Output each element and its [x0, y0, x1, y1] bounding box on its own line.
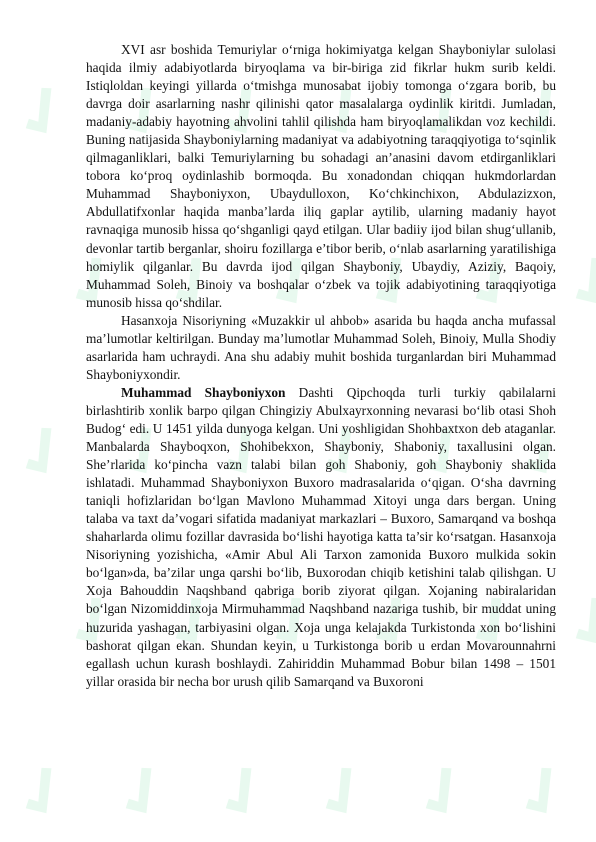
- checkmark-watermark-icon: [412, 763, 471, 821]
- paragraph-3-bold-lead: Muhammad Shayboniyxon: [121, 384, 286, 400]
- checkmark-watermark-icon: [112, 763, 171, 821]
- checkmark-watermark-icon: [562, 593, 596, 651]
- paragraph-2: [86, 312, 556, 384]
- checkmark-watermark-icon: [12, 423, 71, 481]
- checkmark-watermark-icon: [512, 763, 571, 821]
- checkmark-watermark-icon: [12, 763, 71, 821]
- paragraph-1-text: XVI asr boshida Temuriylar o‘rniga hokimiyatga kelgan Shayboniylar sulolasi haqida ilmiy adabiyotlarda biryoqlama va bir-biriga zid fikrlar hukm surib keldi. Istiqloldan keyingi yillarda o‘tmishga munosabat ijobiy tomonga o‘zgara borib, bu davrga doir asarlarning nashr qilinishi qator masalalarga oydinlik kiritdi. Jumladan, madaniy-adabiy hayotning ahvolini tahlil qilishda ham biryoqlamalikdan voz kechildi. Buning natijasida Shayboniylarning madaniyat va adabiyotning taraqqiyotiga to‘sqinlik qilmaganliklari, balki Temuriylarning bu sohadagi an’anasini davom etdirganliklari tobora ko‘proq oydinlashib bormoqda. Bu xonadondan chiqqan hukmdorlardan Muhammad Shayboniyxon, Ubaydulloxon, Ko‘chkinchixon, Abdulazizxon, Abdullatifxonlar haqida manba’larda iliq gaplar aytilib, ularning madaniy hayot ravnaqiga munosib hissa qo‘shganligi qayd etilgan. Ular badiiy ijod bilan shug‘ullanib, devonlar tartib berganlar, shoiru fozillarga e’tibor berib, o‘nlab asarlarning yaratilishiga homiylik qilganlar. Bu davrda ijod qilgan Shayboniy, Ubaydiy, Aziziy, Baqoiy, Muhammad Soleh, Binoiy va boshqalar o‘zbek va tojik adabiyotining taraqqiyotiga munosib hissa qo‘shdilar.: [86, 42, 556, 310]
- paragraph-3: [86, 384, 556, 691]
- document-body: [86, 41, 556, 691]
- checkmark-watermark-icon: [312, 763, 371, 821]
- paragraph-3-text: Dashti Qipchoqda turli turkiy qabilalarni birlashtirib xonlik barpo qilgan Chingiziy Abulxayrxonning nevarasi bo‘lib otasi Shoh Budog‘ edi. U 1451 yilda dunyoga kelgan. Uni yoshligidan Shohbaxtxon deb ataganlar. Manbalarda Shayboqxon, Shohibekxon, Shayboniy, Shaboniy, taxallusini olgan. She’rlarida ko‘pincha vazn talabi bilan goh Shaboniy, goh Shayboniy shaklida ishlatadi. Muhammad Shayboniyxon Buxoro madrasalarida o‘qigan. O‘sha davrning taniqli hofizlaridan bo‘lgan Mavlono Muhammad Xitoyi unga dars bergan. Uning talaba va taxt da’vogari sifatida madaniyat markazlari – Buxoro, Samarqand va boshqa shaharlarda olimu fozillar davrasida bo‘lishi hayotiga katta ta’sir ko‘rsatgan. Hasanxoja Nisoriyning yozishicha, «Amir Abul Ali Tarxon zamonida Buxoro mulkida sokin bo‘lgan»da, ba’zilar unga qarshi bo‘lib, Buxorodan chiqib ketishini talab qilishgan. U Xoja Bahouddin Naqshband qabriga borib ziyorat qilgan. Xojaning nabiralaridan bo‘lgan Nizomiddinxoja Mirmuhammad Naqshband nazariga tushib, bir muddat uning huzurida yashagan, tarbiyasini olgan. Xoja unga kelajakda Turkistonda xon bo‘lishini bashorat qilgan ekan. Shundan keyin, u Turkistonga borib u erdan Movarounnahrni egallash uchun kurash boshlaydi. Zahiriddin Muhammad Bobur bilan 1498 – 1501 yillar orasida bir necha bor urush qilib Samarqand va Buxoroni: [86, 384, 557, 689]
- checkmark-watermark-icon: [562, 253, 596, 311]
- checkmark-watermark-icon: [212, 763, 271, 821]
- checkmark-watermark-icon: [12, 83, 71, 141]
- paragraph-1: [86, 41, 556, 312]
- paragraph-2-text: Hasanxoja Nisoriyning «Muzakkir ul ahbob» asarida bu haqda ancha mufassal ma’lumotlar keltirilgan. Bunday ma’lumotlar Muhammad Soleh, Binoiy, Mulla Shodiy asarlarida ham uchraydi. Ana shu adabiy muhit boshida turganlardan biri Muhammad Shayboniyxondir.: [86, 312, 556, 382]
